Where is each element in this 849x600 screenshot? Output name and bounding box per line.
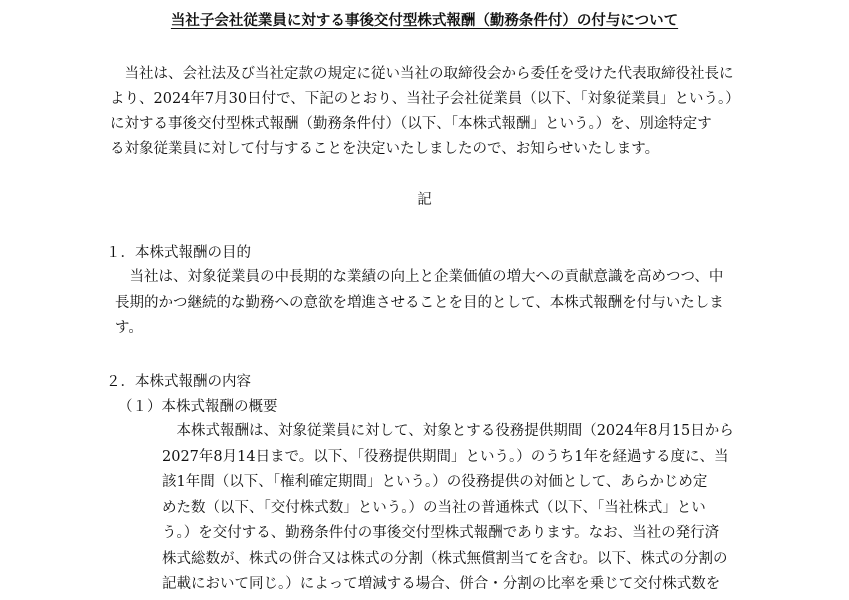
section-1-line: 長期的かつ継続的な勤務への意欲を増進させることを目的として、本株式報酬を付与いたしま xyxy=(115,294,724,311)
section-2-1-line: 2027年8月14日まで。以下、「役務提供期間」という。）のうち1年を経過する度に、当 xyxy=(162,448,729,465)
section-2-1-line: 該1年間（以下、「権利確定期間」という。）の役務提供の対価として、あらかじめ定 xyxy=(162,474,708,490)
section-2-1-paragraph xyxy=(162,419,762,598)
section-2-1-line: う。）を交付する、勤務条件付の事後交付型株式報酬であります。なお、当社の発行済 xyxy=(162,525,720,541)
section-1-heading: １．本株式報酬の目的 xyxy=(106,245,251,261)
document-title: 当社子会社従業員に対する事後交付型株式報酬（勤務条件付）の付与について xyxy=(170,12,679,29)
section-1-line: 当社は、対象従業員の中長期的な業績の向上と企業価値の増大への貢献意識を高めつつ、中 xyxy=(115,269,724,285)
section-2-1-line: めた数（以下、「交付株式数」という。）の当社の普通株式（以下、「当社株式」とい xyxy=(162,499,706,516)
intro-line: より、2024年7月30日付で、下記のとおり、当社子会社従業員（以下、「対象従業員」という。） xyxy=(110,91,740,107)
section-2-1-heading: （１）本株式報酬の概要 xyxy=(118,399,278,415)
section-2-1-line: 記載において同じ。）によって増減する場合、併合・分割の比率を乗じて交付株式数を xyxy=(162,576,721,592)
section-2-1-line: 本株式報酬は、対象従業員に対して、対象とする役務提供期間（2024年8月15日から xyxy=(162,423,734,439)
section-2-1-line: 株式総数が、株式の併合又は株式の分割（株式無償割当てを含む。以下、株式の分割の xyxy=(162,550,728,567)
section-1-line: す。 xyxy=(115,320,143,336)
intro-line: に対する事後交付型株式報酬（勤務条件付）（以下、「本株式報酬」という。）を、別途特定す xyxy=(110,116,712,132)
ki-marker: 記 xyxy=(417,192,432,208)
intro-line: 当社は、会社法及び当社定款の規定に従い当社の取締役会から委任を受けた代表取締役社長に xyxy=(110,66,734,82)
section-1-paragraph xyxy=(115,265,755,342)
section-2-heading: ２．本株式報酬の内容 xyxy=(106,374,251,390)
intro-paragraph xyxy=(110,62,750,162)
intro-line: る対象従業員に対して付与することを決定いたしましたので、お知らせいたします。 xyxy=(110,141,660,157)
